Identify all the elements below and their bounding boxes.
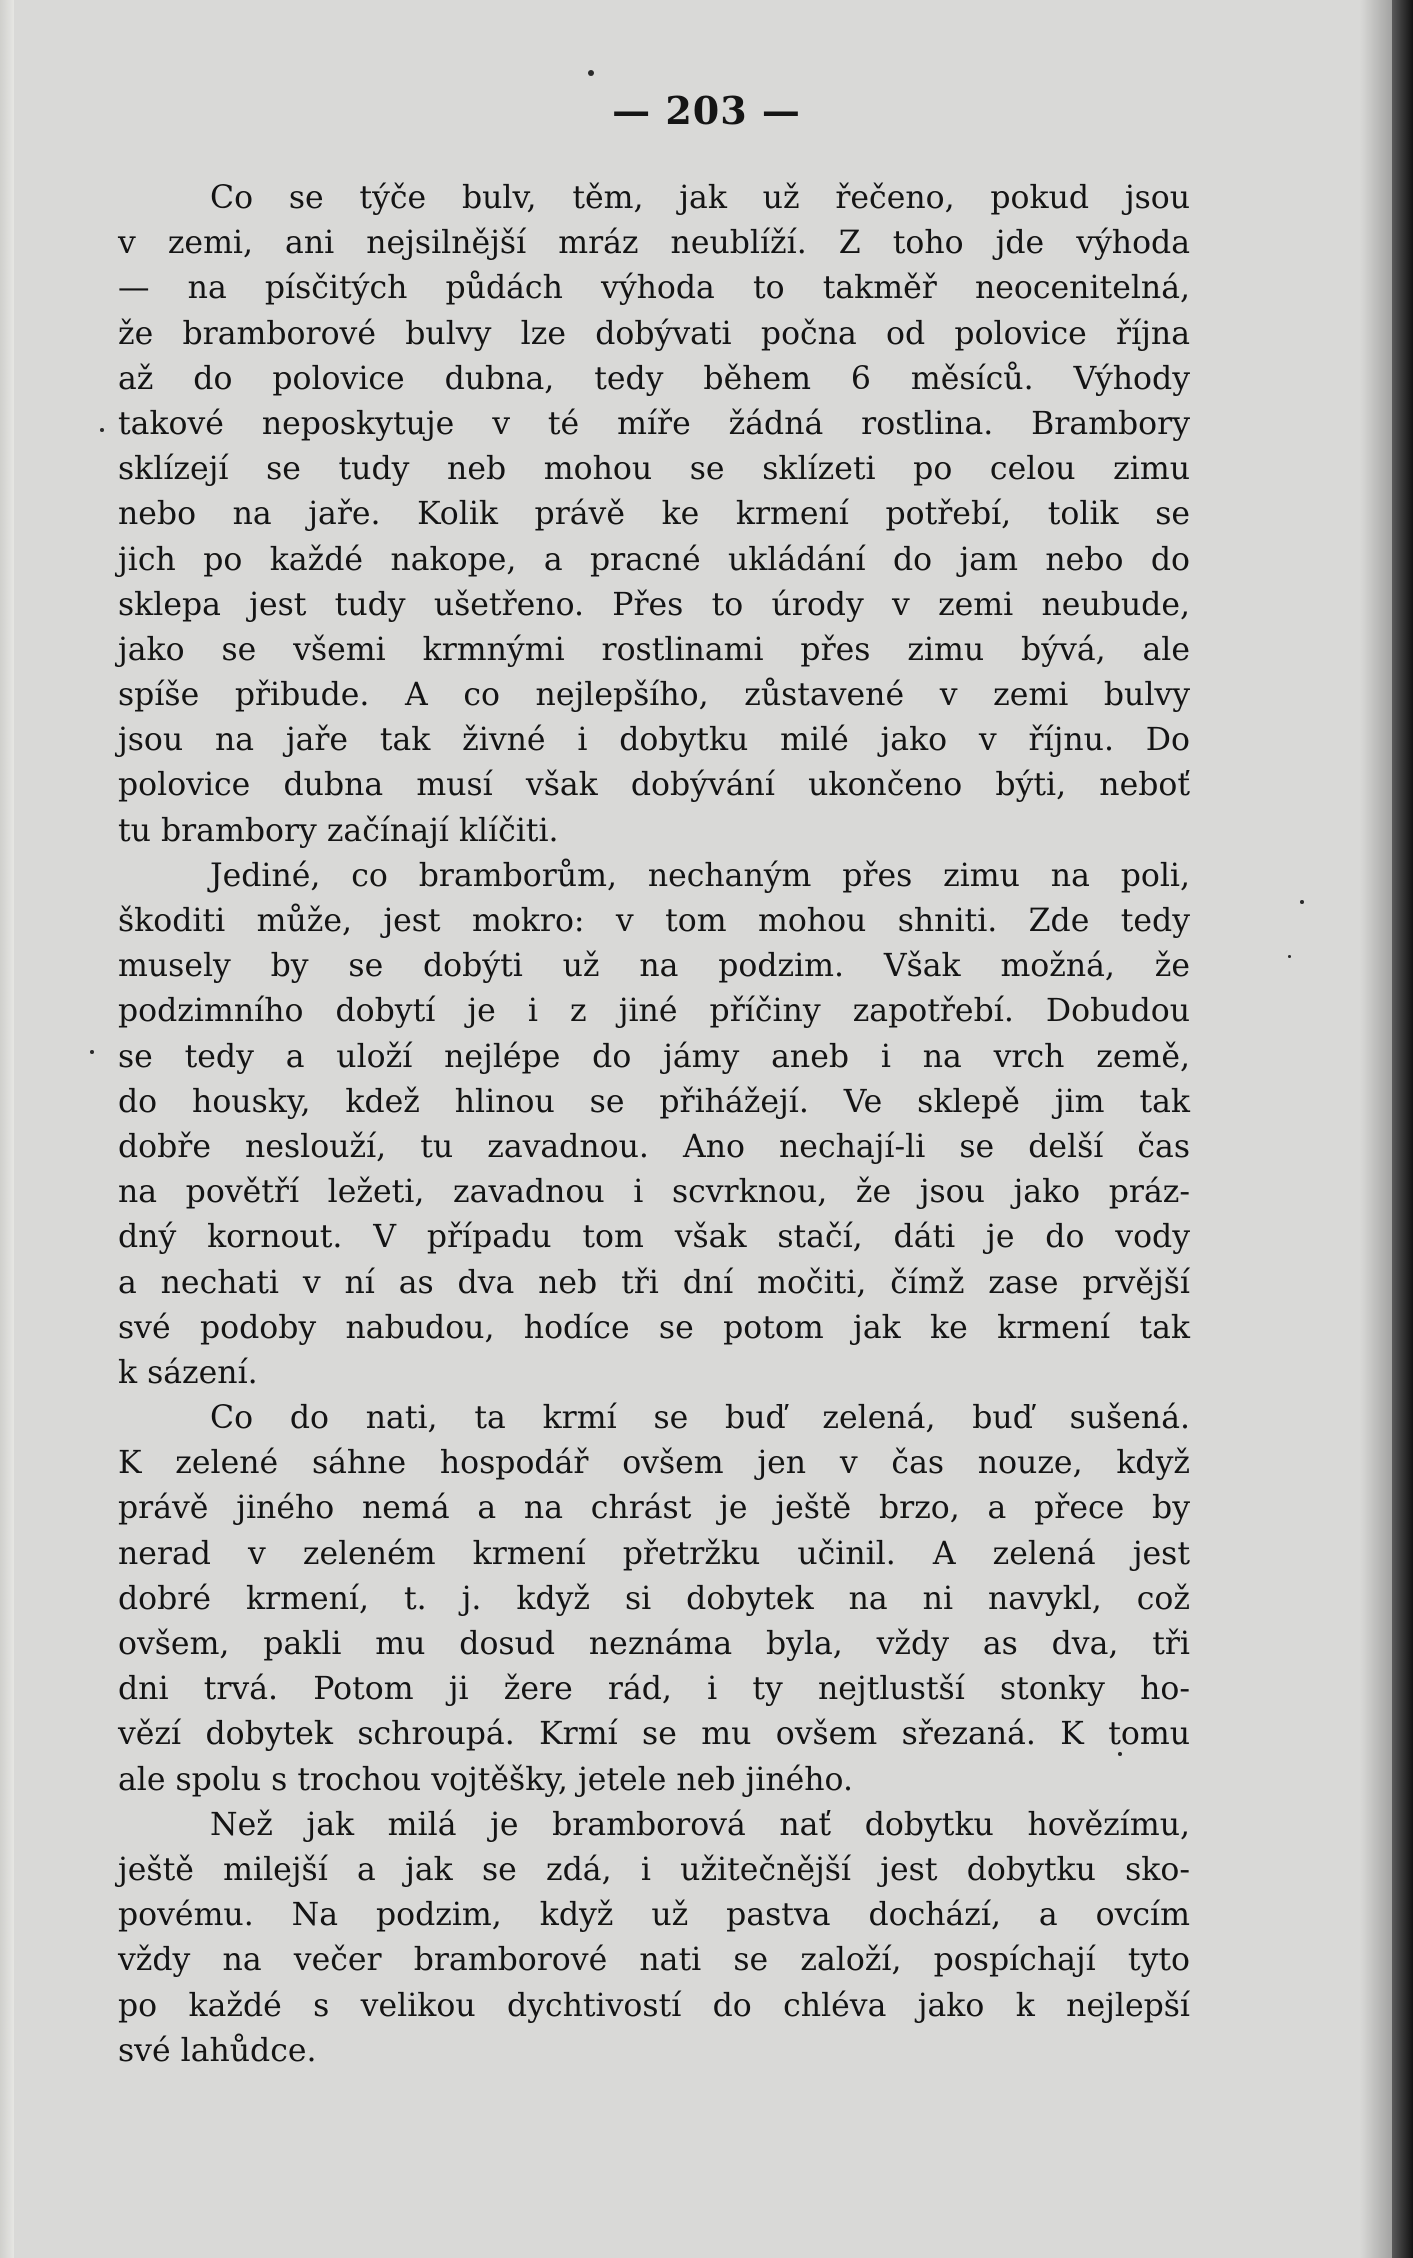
body-text: [118, 176, 1190, 2074]
text-line: dobře neslouží, tu zavadnou. Ano nechají-li se delší čas: [118, 1128, 1190, 1165]
text-line: ale spolu s trochou vojtěšky, jetele neb jiného.: [118, 1761, 853, 1798]
page-right-edge: [1392, 0, 1413, 2258]
text-line: právě jiného nemá a na chrást je ještě brzo, a přece by: [118, 1490, 1190, 1527]
scan-speck: [1288, 955, 1291, 958]
text-line: tu brambory začínají klíčiti.: [118, 812, 559, 849]
text-line: — na písčitých půdách výhoda to takměř neocenitelná,: [118, 270, 1190, 307]
text-line: své podoby nabudou, hodíce se potom jak ke krmení tak: [118, 1309, 1190, 1346]
text-line: dný kornout. V případu tom však stačí, dáti je do vody: [118, 1219, 1190, 1256]
text-line: K zelené sáhne hospodář ovšem jen v čas nouze, když: [118, 1445, 1190, 1482]
scan-speck: [90, 1050, 94, 1054]
text-line: ovšem, pakli mu dosud neznáma byla, vždy as dva, tři: [118, 1626, 1190, 1662]
text-line: až do polovice dubna, tedy během 6 měsíců. Výhody: [118, 360, 1190, 397]
text-line: musely by se dobýti už na podzim. Však možná, že: [118, 948, 1190, 985]
text-line: k sázení.: [118, 1354, 258, 1391]
text-line: že bramborové bulvy lze dobývati počna od polovice října: [118, 315, 1190, 352]
scan-speck: [588, 70, 594, 76]
text-line: jsou na jaře tak živné i dobytku milé jako v říjnu. Do: [118, 722, 1190, 759]
scan-speck: [100, 428, 104, 432]
text-line: své lahůdce.: [118, 2032, 317, 2069]
text-line: vždy na večer bramborové nati se založí, pospíchají tyto: [118, 1942, 1190, 1979]
text-line: dobré krmení, t. j. když si dobytek na ni navykl, což: [118, 1580, 1190, 1617]
text-line: po každé s velikou dychtivostí do chléva jako k nejlepší: [118, 1987, 1190, 2024]
page-left-edge: [0, 0, 14, 2258]
text-line: Než jak milá je bramborová nať dobytku hovězímu,: [210, 1806, 1190, 1843]
text-line: jako se všemi krmnými rostlinami přes zimu bývá, ale: [118, 631, 1190, 668]
text-line: sklepa jest tudy ušetřeno. Přes to úrody v zemi neubude,: [118, 586, 1190, 623]
text-line: dni trvá. Potom ji žere rád, i ty nejtlustší stonky ho-: [118, 1671, 1190, 1708]
text-line: se tedy a uloží nejlépe do jámy aneb i na vrch země,: [118, 1038, 1190, 1075]
text-line: Co se týče bulv, těm, jak už řečeno, pokud jsou: [210, 180, 1190, 216]
text-line: spíše přibude. A co nejlepšího, zůstavené v zemi bulvy: [118, 677, 1190, 714]
binding-shadow: [1360, 0, 1392, 2258]
text-line: jich po každé nakope, a pracné ukládání do jam nebo do: [118, 541, 1190, 578]
page-number: — 203 —: [612, 88, 801, 133]
text-line: takové neposkytuje v té míře žádná rostlina. Brambory: [118, 405, 1190, 442]
text-line: do housky, kdež hlinou se přihážejí. Ve sklepě jim tak: [118, 1083, 1190, 1120]
text-line: a nechati v ní as dva neb tři dní močiti, čímž zase prvější: [118, 1264, 1190, 1301]
text-line: na povětří ležeti, zavadnou i scvrknou, že jsou jako práz-: [118, 1174, 1190, 1211]
text-line: polovice dubna musí však dobývání ukončeno býti, neboť: [118, 767, 1190, 804]
text-line: škoditi může, jest mokro: v tom mohou shniti. Zde tedy: [118, 903, 1190, 939]
scan-speck: [1118, 1752, 1122, 1756]
text-line: nerad v zeleném krmení přetržku učinil. A zelená jest: [118, 1535, 1190, 1572]
text-line: nebo na jaře. Kolik právě ke krmení potřebí, tolik se: [118, 496, 1190, 533]
text-line: Jediné, co bramborům, nechaným přes zimu na poli,: [210, 857, 1190, 894]
text-line: v zemi, ani nejsilnější mráz neublíží. Z toho jde výhoda: [118, 225, 1190, 262]
text-line: sklízejí se tudy neb mohou se sklízeti po celou zimu: [118, 451, 1190, 488]
text-line: vězí dobytek schroupá. Krmí se mu ovšem sřezaná. K tomu: [118, 1716, 1190, 1753]
text-line: povému. Na podzim, když už pastva dochází, a ovcím: [118, 1897, 1190, 1934]
text-line: podzimního dobytí je i z jiné příčiny zapotřebí. Dobudou: [118, 993, 1190, 1030]
scan-speck: [1300, 900, 1304, 904]
text-line: Co do nati, ta krmí se buď zelená, buď sušená.: [210, 1400, 1190, 1437]
text-line: ještě milejší a jak se zdá, i užitečnější jest dobytku sko-: [118, 1851, 1190, 1888]
